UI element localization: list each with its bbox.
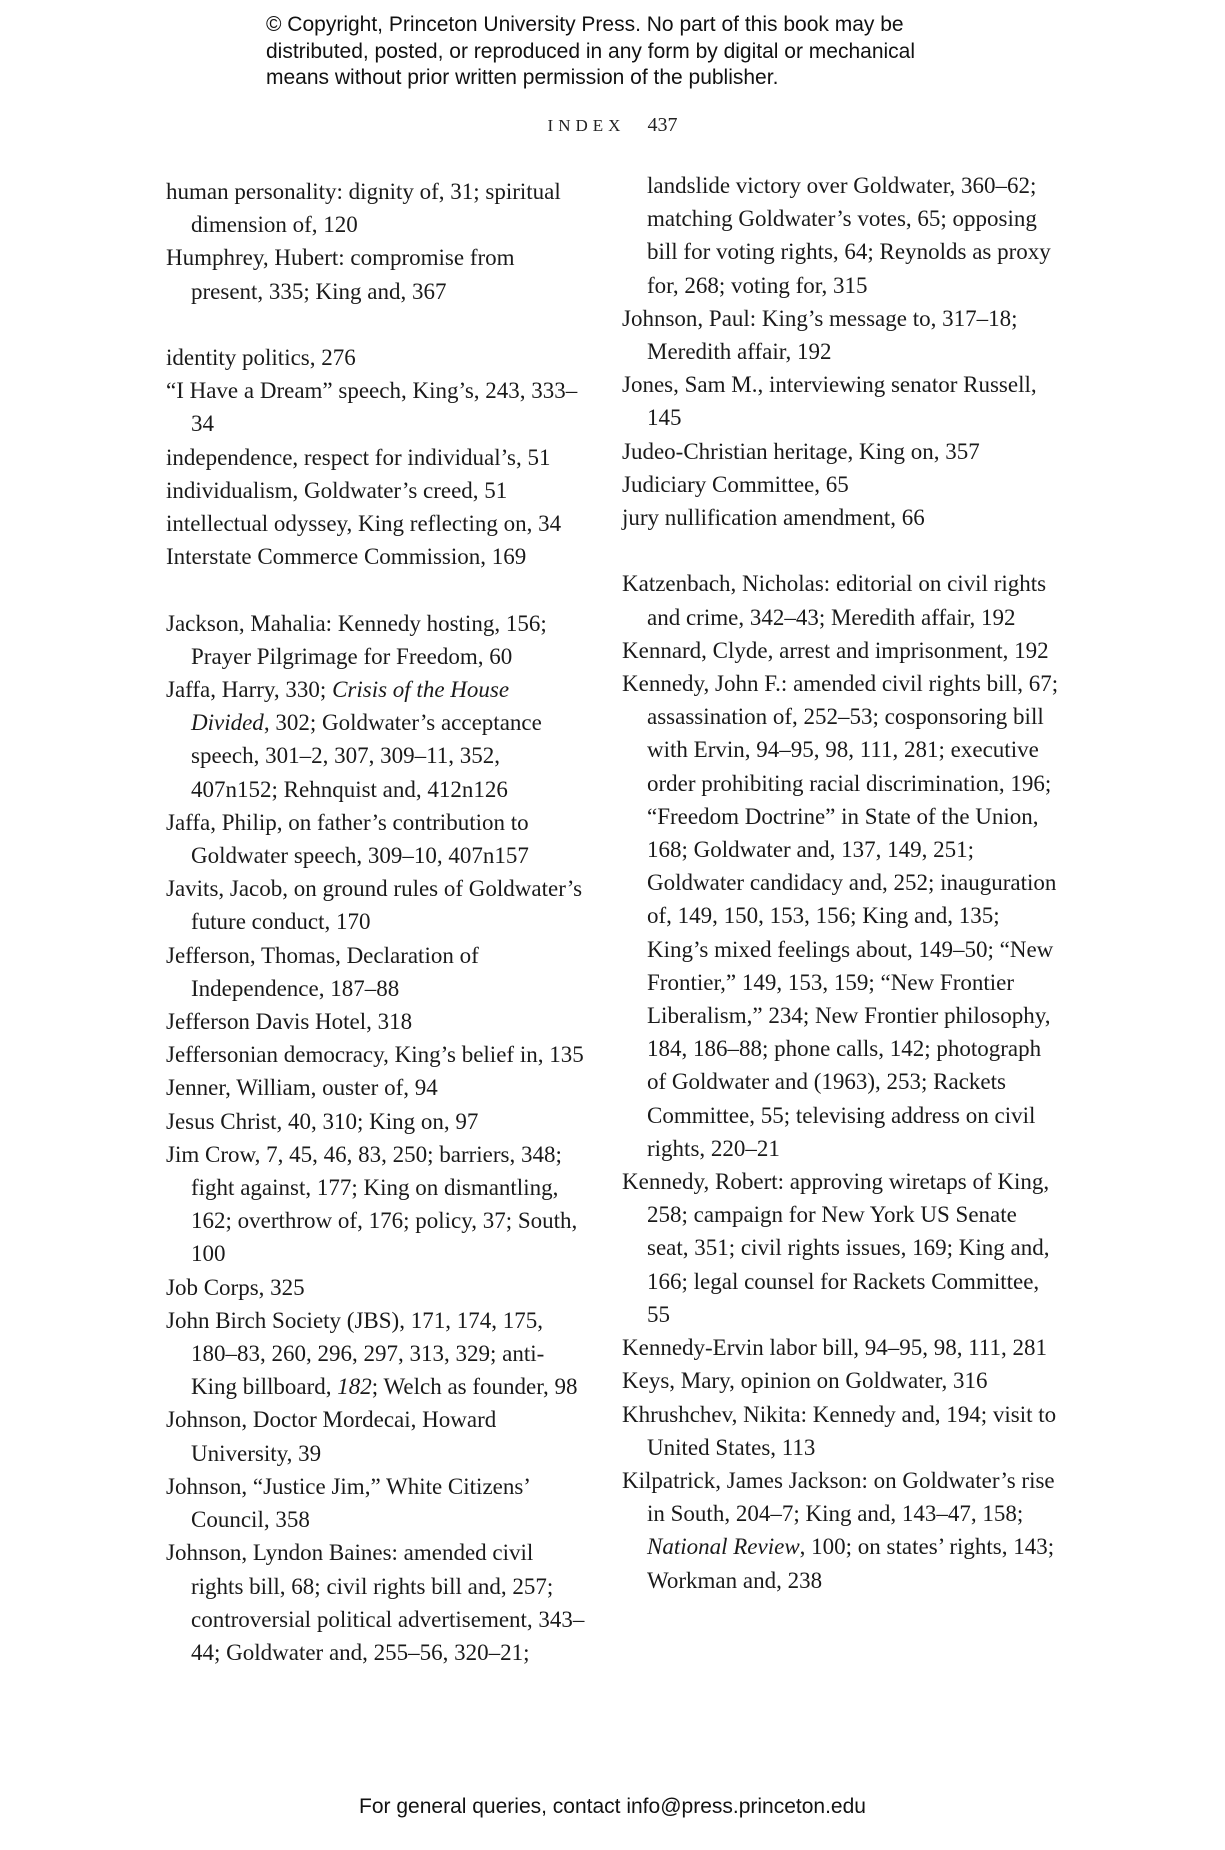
entry-text: John Birch Society (JBS), 171, 174, 175, 180–83, 260, 296, 297, 313, 329; anti-King billboard, <box>166 1307 545 1400</box>
entry-text: Kilpatrick, James Jackson: on Goldwater’s rise in South, 204–7; King and, 143–47, 158; <box>622 1467 1055 1527</box>
index-entry: Javits, Jacob, on ground rules of Goldwater’s future conduct, 170 <box>166 876 583 935</box>
index-entry-continued: landslide victory over Goldwater, 360–62; matching Goldwater’s votes, 65; opposing bill for voting rights, 64; Reynolds as proxy for, 268; voting for, 315 <box>647 173 1051 298</box>
index-entry: Judiciary Committee, 65 <box>622 471 849 497</box>
index-entry: individualism, Goldwater’s creed, 51 <box>166 477 508 503</box>
index-entry: Kennedy, Robert: approving wiretaps of King, 258; campaign for New York US Senate seat, 351; civil rights issues, 169; King and, 166; legal counsel for Rackets Committee, 55 <box>622 1169 1050 1327</box>
index-entry-jaffa-harry <box>166 673 586 806</box>
index-entry-kilpatrick <box>622 1464 1062 1597</box>
index-entry: Humphrey, Hubert: compromise from present, 335; King and, 367 <box>166 245 515 304</box>
index-entry: jury nullification amendment, 66 <box>622 505 925 531</box>
index-entry: Johnson, Paul: King’s message to, 317–18; Meredith affair, 192 <box>622 305 1018 365</box>
index-entry: “I Have a Dream” speech, King’s, 243, 333–34 <box>166 378 578 437</box>
index-entry: Kennedy, John F.: amended civil rights bill, 67; assassination of, 252–53; cosponsoring bill with Ervin, 94–95, 98, 111, 281; executive order prohibiting racial discrimination, 196; “Freedom Doctrine” in State of the Union, 168; Goldwater and, 137, 149, 251; Goldwater candidacy and, 252; inauguration of, 149, 150, 153, 156; King and, 135; King’s mixed feelings about, 149–50; “New Frontier,” 149, 153, 159; “New Frontier Liberalism,” 234; New Frontier philosophy, 184, 186–88; phone calls, 142; photograph of Goldwater and (1963), 253; Rackets Committee, 55; televising address on civil rights, 220–21 <box>622 671 1059 1161</box>
index-entry: Johnson, Doctor Mordecai, Howard University, 39 <box>166 1407 497 1466</box>
running-head <box>0 114 1225 137</box>
index-column-left <box>166 175 586 1669</box>
index-entry: Jeffersonian democracy, King’s belief in, 135 <box>166 1042 584 1068</box>
letter-group-gap <box>166 308 586 341</box>
entry-text: ; Welch as founder, 98 <box>371 1374 578 1400</box>
index-entry: Jackson, Mahalia: Kennedy hosting, 156; Prayer Pilgrimage for Freedom, 60 <box>166 610 547 669</box>
letter-group-gap <box>622 534 1062 567</box>
index-entry: Johnson, Lyndon Baines: amended civil rights bill, 68; civil rights bill and, 257; controversial political advertisement, 343–44; Goldwater and, 255–56, 320–21; <box>166 1540 585 1665</box>
index-entry-jbs <box>166 1304 586 1404</box>
index-entry: Judeo-Christian heritage, King on, 357 <box>622 438 980 464</box>
index-entry: Jaffa, Philip, on father’s contribution to Goldwater speech, 309–10, 407n157 <box>166 809 529 869</box>
index-entry: Khrushchev, Nikita: Kennedy and, 194; visit to United States, 113 <box>622 1401 1057 1460</box>
book-title: Crisis of the House Divided <box>191 677 510 736</box>
illustration-page: 182 <box>337 1374 372 1400</box>
index-entry: identity politics, 276 <box>166 345 356 370</box>
index-entry: Jesus Christ, 40, 310; King on, 97 <box>166 1108 479 1134</box>
index-entry: Kennedy-Ervin labor bill, 94–95, 98, 111, 281 <box>622 1335 1048 1361</box>
index-entry: Jefferson Davis Hotel, 318 <box>166 1009 413 1035</box>
index-entry: Jim Crow, 7, 45, 46, 83, 250; barriers, 348; fight against, 177; King on dismantling, 162; overthrow of, 176; policy, 37; South, 100 <box>166 1141 578 1267</box>
entry-text: , 302; Goldwater’s acceptance speech, 301–2, 307, 309–11, 352, 407n152; Rehnquist and, 412n126 <box>191 710 542 802</box>
index-entry: Interstate Commerce Commission, 169 <box>166 544 527 570</box>
index-entry: Katzenbach, Nicholas: editorial on civil rights and crime, 342–43; Meredith affair, 192 <box>622 571 1047 630</box>
index-entry: Johnson, “Justice Jim,” White Citizens’ Council, 358 <box>166 1473 530 1533</box>
index-entry: Jenner, William, ouster of, 94 <box>166 1075 438 1101</box>
entry-text: Jaffa, Harry, 330; <box>166 677 333 703</box>
index-entry: Job Corps, 325 <box>166 1274 305 1300</box>
running-head-title: INDEX <box>547 116 626 135</box>
copyright-line: © Copyright, Princeton University Press. No part of this book may be <box>266 13 904 36</box>
index-entry: Keys, Mary, opinion on Goldwater, 316 <box>622 1368 988 1394</box>
index-column-right <box>622 169 1062 1597</box>
entry-text: , 100; on states’ rights, 143; Workman and, 238 <box>647 1534 1055 1593</box>
copyright-notice <box>266 12 1026 92</box>
index-entry: Jones, Sam M., interviewing senator Russell, 145 <box>622 372 1037 431</box>
footer-contact: For general queries, contact info@press.princeton.edu <box>359 1795 866 1818</box>
letter-group-gap <box>166 573 586 606</box>
index-entry: Kennard, Clyde, arrest and imprisonment, 192 <box>622 637 1049 663</box>
publication-title: National Review <box>647 1534 800 1560</box>
index-entry: intellectual odyssey, King reflecting on, 34 <box>166 511 562 537</box>
index-entry: human personality: dignity of, 31; spiritual dimension of, 120 <box>166 179 561 238</box>
copyright-line: distributed, posted, or reproduced in any form by digital or mechanical <box>266 39 916 63</box>
page-number: 437 <box>647 114 678 136</box>
index-entry: Jefferson, Thomas, Declaration of Independence, 187–88 <box>166 942 479 1001</box>
index-entry: independence, respect for individual’s, 51 <box>166 444 551 470</box>
copyright-line: means without prior written permission of the publisher. <box>266 66 779 89</box>
